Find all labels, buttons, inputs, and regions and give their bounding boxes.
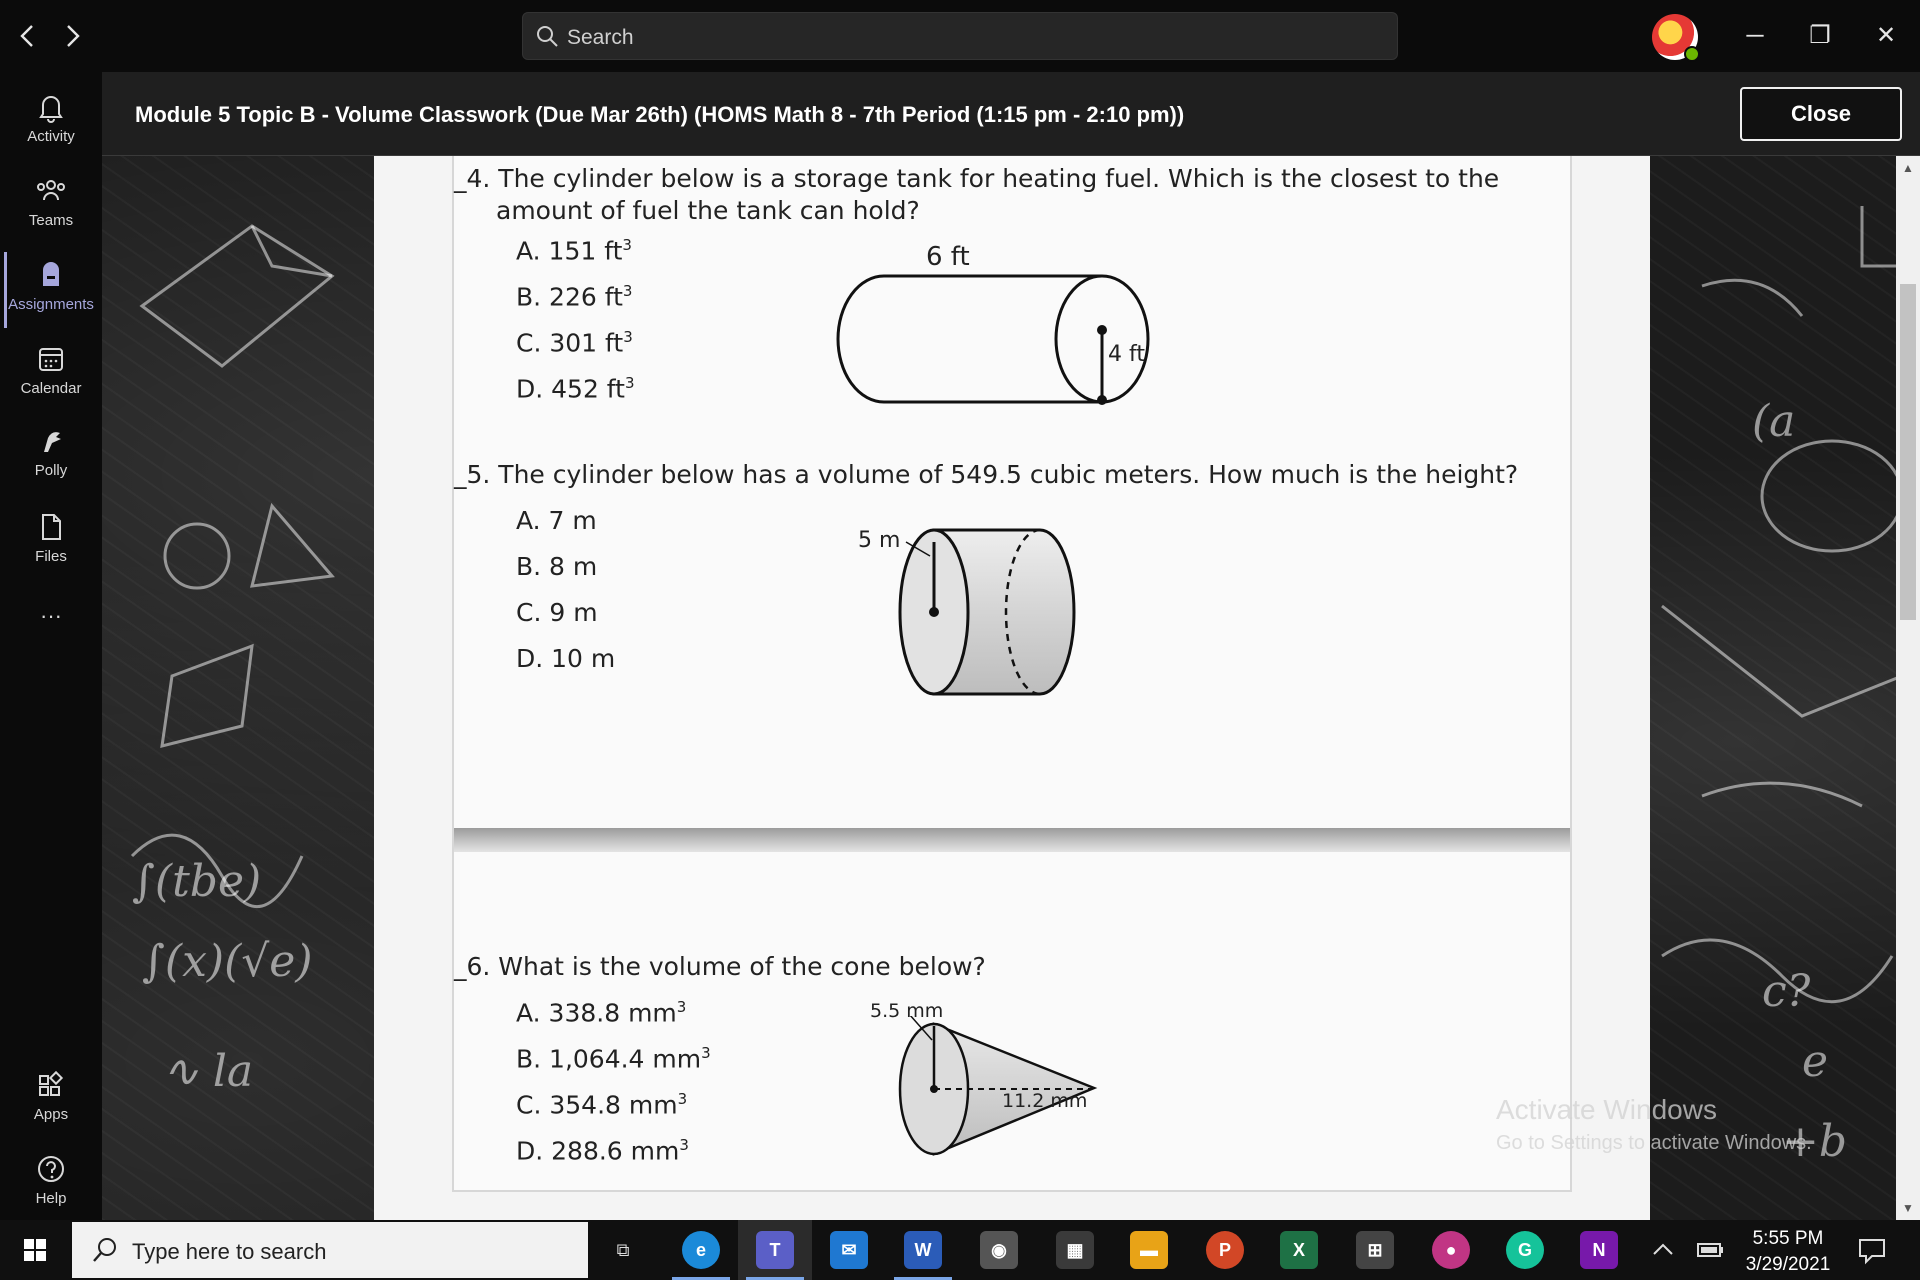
svg-text:(a: (a	[1752, 396, 1796, 447]
action-center-button[interactable]	[1852, 1234, 1892, 1266]
rail-item-help[interactable]	[0, 1146, 102, 1222]
question-5-option-b: B. 8 m	[516, 552, 598, 581]
question-5-option-d: D. 10 m	[516, 644, 616, 673]
option-superscript: 3	[624, 374, 635, 392]
option-text: C. 301 ft	[516, 328, 624, 358]
question-4-text: _4. The cylinder below is a storage tank for heating fuel. Which is the closest to the	[454, 164, 1500, 193]
rail-label-polly: Polly	[34, 462, 68, 479]
option-superscript: 3	[701, 1044, 711, 1062]
rail-item-polly[interactable]	[0, 418, 102, 494]
taskbar-camera[interactable]	[962, 1220, 1036, 1280]
taskbar-powerpoint[interactable]	[1188, 1220, 1262, 1280]
back-button[interactable]	[12, 20, 44, 52]
store-icon: ⊞	[1356, 1231, 1394, 1269]
rail-label-assignments: Assignments	[8, 296, 94, 313]
svg-text:∫(x)(√e): ∫(x)(√e)	[142, 936, 313, 987]
rail-item-assignments[interactable]	[0, 252, 102, 328]
windows-taskbar	[0, 1220, 1920, 1280]
powerpoint-icon: P	[1206, 1231, 1244, 1269]
mail-icon: ✉	[830, 1231, 868, 1269]
battery-status[interactable]	[1696, 1238, 1726, 1262]
taskbar-grammarly[interactable]	[1488, 1220, 1562, 1280]
taskbar-search-placeholder: Type here to search	[132, 1239, 327, 1264]
question-4-option-b	[516, 282, 632, 311]
windows-logo-icon	[0, 1220, 70, 1280]
question-5-option-c: C. 9 m	[516, 598, 598, 627]
question-6-text: _6. What is the volume of the cone below?	[454, 952, 986, 981]
rail-item-apps[interactable]	[0, 1062, 102, 1138]
svg-text:c?: c?	[1762, 966, 1811, 1017]
svg-text:+b: +b	[1782, 1116, 1848, 1167]
cylinder-radius-label: 4 ft	[1108, 342, 1145, 367]
paint-drop-icon: ●	[1432, 1231, 1470, 1269]
option-superscript: 3	[622, 236, 632, 254]
cylinder-radius-label-5m: 5 m	[858, 528, 901, 553]
option-superscript: 3	[679, 1136, 689, 1154]
rail-label-calendar: Calendar	[20, 380, 82, 397]
teams-app-icon: T	[756, 1231, 794, 1269]
cone-radius-label: 5.5 mm	[870, 1000, 944, 1022]
cylinder-length-label: 6 ft	[926, 242, 970, 272]
task-view-icon: ⧉	[604, 1231, 642, 1269]
svg-text:∿ la: ∿ la	[162, 1046, 254, 1097]
onenote-icon: N	[1580, 1231, 1618, 1269]
minimize-button[interactable]: ─	[1746, 22, 1764, 49]
svg-text:e: e	[1802, 1036, 1829, 1087]
question-5-option-a: A. 7 m	[516, 506, 597, 535]
question-6-option-a	[516, 998, 686, 1027]
option-text: D. 288.6 mm	[516, 1136, 680, 1166]
edge-icon: e	[682, 1231, 720, 1269]
option-superscript: 3	[676, 998, 687, 1016]
assignment-header	[102, 72, 1920, 156]
scroll-up-button[interactable]: ▲	[1902, 161, 1914, 175]
svg-text:∫(tbe): ∫(tbe)	[132, 856, 262, 907]
taskbar-search-input[interactable]	[72, 1222, 588, 1278]
close-button[interactable]: Close	[1740, 87, 1902, 141]
scroll-down-button[interactable]: ▼	[1902, 1201, 1914, 1215]
more-apps-button[interactable]: ···	[40, 603, 62, 628]
taskbar-word[interactable]	[886, 1220, 960, 1280]
horizontal-cylinder-figure	[834, 272, 1164, 408]
taskbar-excel[interactable]	[1262, 1220, 1336, 1280]
search-input[interactable]	[522, 12, 1398, 60]
taskbar-paint[interactable]	[1414, 1220, 1488, 1280]
help-icon	[34, 1152, 68, 1186]
rail-label-teams: Teams	[28, 212, 74, 229]
cone-height-label: 11.2 mm	[1002, 1090, 1088, 1112]
rail-item-files[interactable]	[0, 504, 102, 580]
vertical-scrollbar[interactable]	[1896, 156, 1920, 1220]
question-6-option-b	[516, 1044, 711, 1073]
window-close-button[interactable]: ✕	[1875, 22, 1897, 49]
presence-indicator	[1684, 46, 1700, 62]
taskbar-calculator[interactable]	[1038, 1220, 1112, 1280]
chevron-right-icon	[56, 20, 88, 52]
rail-label-activity: Activity	[27, 128, 75, 145]
clock-date: 3/29/2021	[1745, 1254, 1831, 1275]
option-text: B. 226 ft	[516, 282, 623, 312]
question-4-text-cont: amount of fuel the tank can hold?	[496, 196, 920, 225]
notification-icon	[1852, 1234, 1892, 1266]
show-hidden-icons-button[interactable]	[1648, 1238, 1678, 1262]
app-rail	[0, 72, 102, 1220]
avatar[interactable]	[1652, 14, 1698, 60]
start-button[interactable]	[0, 1220, 70, 1280]
watermark-title: Activate Windows	[1496, 1094, 1717, 1125]
option-text: A. 151 ft	[516, 236, 623, 266]
chevron-left-icon	[12, 20, 44, 52]
worksheet	[452, 156, 1572, 1192]
backpack-icon	[34, 258, 68, 292]
question-6-option-c	[516, 1090, 687, 1119]
title-bar	[0, 0, 1920, 72]
taskbar-file-explorer[interactable]	[1112, 1220, 1186, 1280]
taskbar-edge[interactable]	[664, 1220, 738, 1280]
chevron-up-icon	[1648, 1238, 1678, 1262]
question-4-option-c	[516, 328, 633, 357]
calendar-icon	[34, 342, 68, 376]
watermark-subtitle: Go to Settings to activate Windows.	[1496, 1132, 1812, 1154]
restore-button[interactable]: ❐	[1809, 22, 1831, 49]
taskbar-store[interactable]	[1338, 1220, 1412, 1280]
rail-item-calendar[interactable]	[0, 336, 102, 412]
question-4-option-d	[516, 374, 635, 403]
apps-icon	[34, 1068, 68, 1102]
taskbar-clock[interactable]	[1724, 1226, 1852, 1278]
file-icon	[34, 510, 68, 544]
search-icon	[90, 1235, 120, 1265]
grammarly-icon: G	[1506, 1231, 1544, 1269]
taskbar-onenote[interactable]	[1562, 1220, 1636, 1280]
teams-icon	[34, 174, 68, 208]
question-6-option-d	[516, 1136, 689, 1165]
calculator-icon: ▦	[1056, 1231, 1094, 1269]
taskbar-mail[interactable]	[812, 1220, 886, 1280]
battery-icon	[1696, 1238, 1726, 1262]
option-text: D. 452 ft	[516, 374, 625, 404]
scroll-thumb[interactable]	[1900, 284, 1916, 620]
rail-label-apps: Apps	[33, 1106, 69, 1123]
document-page	[374, 156, 1650, 1220]
question-5-text: _5. The cylinder below has a volume of 549.5 cubic meters. How much is the height?	[454, 460, 1519, 489]
search-icon	[535, 24, 559, 48]
assignment-title: Module 5 Topic B - Volume Classwork (Due Mar 26th) (HOMS Math 8 - 7th Period (1:15 pm - 2:10 pm))	[135, 102, 1185, 127]
polly-icon	[34, 424, 68, 458]
activate-windows-watermark	[1496, 1094, 1812, 1155]
option-text: B. 1,064.4 mm	[516, 1044, 702, 1074]
clock-time: 5:55 PM	[1752, 1228, 1824, 1249]
option-text: C. 354.8 mm	[516, 1090, 678, 1120]
option-text: A. 338.8 mm	[516, 998, 677, 1028]
rail-label-files: Files	[35, 548, 67, 565]
option-superscript: 3	[622, 282, 633, 300]
camera-icon: ◉	[980, 1231, 1018, 1269]
question-4-option-a	[516, 236, 632, 265]
taskbar-teams[interactable]	[738, 1220, 812, 1280]
rail-label-help: Help	[35, 1190, 67, 1207]
search-placeholder: Search	[567, 26, 634, 49]
rail-item-activity[interactable]	[0, 84, 102, 160]
option-superscript: 3	[623, 328, 633, 346]
taskbar-task-view[interactable]	[586, 1220, 660, 1280]
word-icon: W	[904, 1231, 942, 1269]
bell-icon	[34, 90, 68, 124]
forward-button[interactable]	[56, 20, 88, 52]
page-divider	[454, 828, 1570, 852]
folder-icon: ▬	[1130, 1231, 1168, 1269]
document-viewer	[102, 156, 1920, 1220]
shaded-cylinder-figure	[864, 522, 1094, 702]
option-superscript: 3	[677, 1090, 688, 1108]
rail-item-teams[interactable]	[0, 168, 102, 244]
excel-icon: X	[1280, 1231, 1318, 1269]
